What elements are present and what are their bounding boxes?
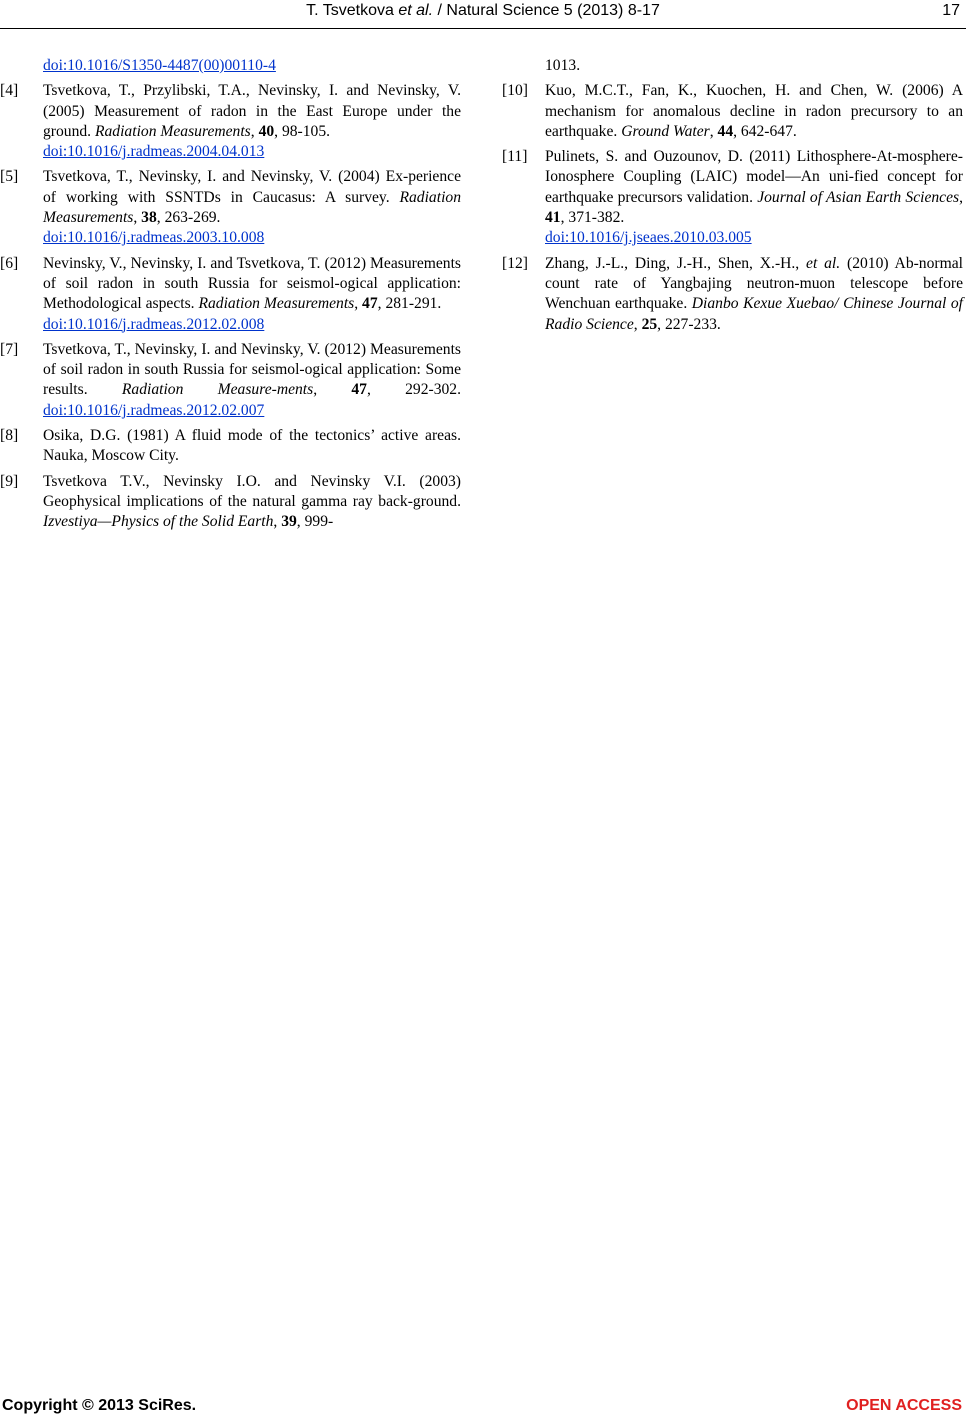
reference-pages: , 999- [296, 513, 334, 531]
reference-8 [0, 426, 461, 467]
reference-journal: Radiation Measure-ments [121, 381, 314, 399]
reference-journal: Izvestiya—Physics of the Solid Earth [43, 513, 274, 531]
reference-pages: , 292-302. [366, 381, 462, 399]
reference-text: Zhang, J.-L., Ding, J.-H., Shen, X.-H., [545, 254, 807, 272]
reference-text: 1013. [545, 57, 581, 74]
reference-number: [9] [0, 472, 19, 490]
reference-text: Nevinsky, V., Nevinsky, I. and Tsvetkova, T. (2012) Measurements of soil radon in south Russia for seismol-ogical application: Methodological aspects. [43, 254, 461, 313]
reference-volume: 41 [545, 209, 561, 227]
continued-reference [0, 56, 461, 76]
copyright-notice: Copyright © 2013 SciRes. [2, 1397, 197, 1414]
reference-number: [6] [0, 254, 19, 272]
reference-journal: Radiation Measurements [94, 122, 251, 140]
reference-number: [4] [0, 82, 19, 100]
header-journal: / Natural Science 5 (2013) 8-17 [437, 2, 660, 19]
doi-link[interactable]: doi:10.1016/j.radmeas.2012.02.007 [43, 401, 265, 419]
reference-pages: , 281-291. [377, 295, 442, 313]
reference-pages: , 227-233. [657, 315, 721, 333]
reference-separator: , [273, 513, 282, 531]
doi-link[interactable]: doi:10.1016/S1350-4487(00)00110-4 [43, 57, 276, 74]
reference-journal: Journal of Asian Earth Sciences [757, 188, 960, 206]
reference-text: Tsvetkova, T., Nevinsky, I. and Nevinsky, V. (2004) Ex-perience of working with SSNTDs in Caucasus: A survey. [43, 168, 461, 206]
reference-text: Tsvetkova T.V., Nevinsky I.O. and Nevinsky V.I. (2003) Geophysical implications of the natural gamma ray back-ground. [43, 472, 461, 510]
doi-link[interactable]: doi:10.1016/j.radmeas.2004.04.013 [43, 143, 265, 161]
reference-number: [11] [502, 148, 528, 166]
reference-pages: , 371-382. [560, 209, 625, 227]
reference-text: Tsvetkova, T., Nevinsky, I. and Nevinsky, V. (2012) Measurements of soil radon in south Russia for seismol-ogical application: Some results. [43, 340, 461, 399]
reference-volume: 47 [351, 381, 367, 399]
doi-link[interactable]: doi:10.1016/j.radmeas.2012.02.008 [43, 315, 265, 333]
reference-5 [0, 167, 461, 248]
reference-4 [0, 81, 461, 162]
running-title [0, 2, 966, 20]
reference-text: Tsvetkova, T., Przylibski, T.A., Nevinsky, I. and Nevinsky, V. (2005) Measurement of radon in the East Europe under the ground. [43, 82, 461, 140]
header-rule [0, 28, 966, 29]
reference-7 [0, 340, 461, 421]
reference-volume: 44 [717, 122, 734, 140]
reference-journal: Radiation Measurements [43, 188, 461, 227]
reference-number: [10] [502, 82, 528, 100]
reference-journal: Ground Water [621, 122, 710, 140]
reference-number: [5] [0, 168, 19, 186]
reference-10 [502, 81, 963, 142]
reference-pages: , 98-105. [274, 122, 331, 140]
reference-12 [502, 254, 963, 335]
header-etal: et al. [398, 2, 434, 19]
page-header [0, 2, 966, 24]
references-right-column [502, 56, 963, 340]
reference-separator: , [133, 209, 142, 227]
reference-volume: 39 [281, 513, 297, 531]
reference-separator: , [313, 381, 352, 399]
open-access-label: OPEN ACCESS [846, 1397, 962, 1414]
doi-link[interactable]: doi:10.1016/j.radmeas.2003.10.008 [43, 229, 265, 247]
reference-separator: , [354, 295, 363, 313]
reference-6 [0, 254, 461, 335]
doi-link[interactable]: doi:10.1016/j.jseaes.2010.03.005 [545, 229, 752, 247]
reference-text: (2010) Ab-normal count rate of Yangbajing neutron-muon telescope before Wenchuan earthquake. [545, 254, 963, 313]
reference-separator: , [250, 122, 259, 140]
reference-pages: , 263-269. [156, 209, 221, 227]
reference-journal: Dianbo Kexue Xuebao/ Chinese Journal of Radio Science [545, 295, 963, 333]
references-left-column [0, 56, 461, 538]
reference-etal: et al. [806, 254, 841, 272]
reference-volume: 25 [641, 315, 658, 333]
reference-text: Kuo, M.C.T., Fan, K., Kuochen, H. and Chen, W. (2006) A mechanism for anomalous decline in radon precursory to an earthquake. [545, 82, 963, 140]
reference-number: [7] [0, 340, 19, 358]
reference-text: Pulinets, S. and Ouzounov, D. (2011) Lithosphere-At-mosphere-Ionosphere Coupling (LAIC) model—An uni-fied concept for earthquake precursors validation. [545, 148, 963, 206]
reference-volume: 40 [258, 122, 275, 140]
reference-text: Osika, D.G. (1981) A fluid mode of the tectonics’ active areas. Nauka, Moscow City. [43, 427, 461, 465]
reference-separator: , [959, 188, 964, 206]
page-footer [0, 1397, 966, 1417]
reference-volume: 38 [141, 209, 157, 227]
reference-pages: , 642-647. [733, 122, 797, 140]
reference-journal: Radiation Measurements [198, 295, 355, 313]
header-author: T. Tsvetkova [306, 2, 394, 19]
reference-separator: , [709, 122, 718, 140]
reference-volume: 47 [362, 295, 378, 313]
page-number: 17 [942, 2, 960, 19]
continued-reference [502, 56, 963, 76]
reference-number: [12] [502, 254, 528, 272]
reference-separator: , [633, 315, 642, 333]
reference-9 [0, 472, 461, 533]
reference-11 [502, 147, 963, 248]
reference-number: [8] [0, 427, 19, 445]
